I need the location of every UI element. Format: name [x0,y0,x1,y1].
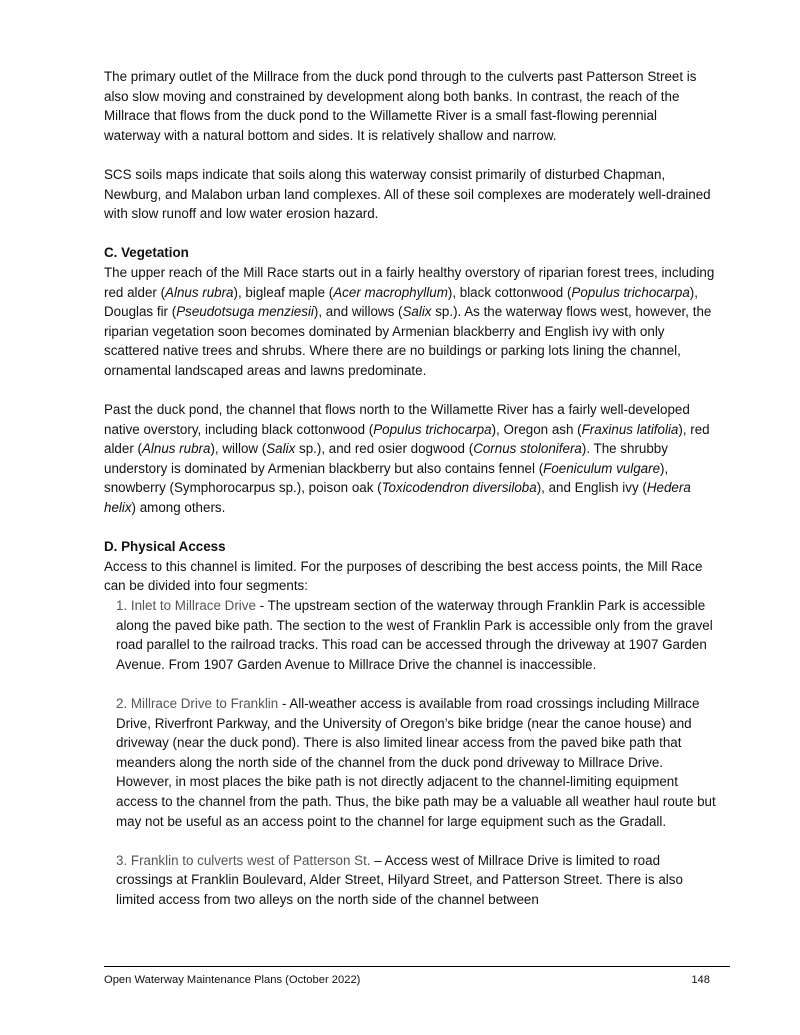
segment-1-title: 1. Inlet to Millrace Drive [116,598,256,614]
paragraph-vegetation-upper: The upper reach of the Mill Race starts out in a fairly healthy overstory of riparian forest trees, including red alder (Alnus rubra), bigleaf maple (Acer macrophyllum), black cottonwood (Populus trichocarpa), Douglas fir (Pseudotsuga menziesii), and willows (Salix sp.). As the waterway flows west, however, the riparian vegetation soon becomes dominated by Armenian blackberry and English ivy with only scattered native trees and shrubs. Where there are no buildings or parking lots lining the channel, ornamental landscaped areas and lawns predominate. [104,264,715,378]
page-body [104,67,716,910]
heading-physical-access: D. Physical Access [104,539,226,555]
segment-1-text: - The upstream section of the waterway through Franklin Park is accessible along the paved bike path. The section to the west of Franklin Park is accessible only from the gravel road parallel to the railroad tracks. This road can be accessed through the driveway at 1907 Garden Avenue. From 1907 Garden Avenue to Millrace Drive the channel is inaccessible. [116,598,713,672]
page-footer [104,966,730,986]
paragraph-vegetation-lower: Past the duck pond, the channel that flows north to the Willamette River has a fairly well-developed native overstory, including black cottonwood (Populus trichocarpa), Oregon ash (Fraxinus latifolia), red alder (Alnus rubra), willow (Salix sp.), and red osier dogwood (Cornus stolonifera). The shrubby understory is dominated by Armenian blackberry but also contains fennel (Foeniculum vulgare), snowberry (Symphorocarpus sp.), poison oak (Toxicodendron diversiloba), and English ivy (Hedera helix) among others. [104,402,710,516]
segment-3-text: – Access west of Millrace Drive is limited to road crossings at Franklin Boulevard, Alder Street, Hilyard Street, and Patterson Street. There is also limited access from two alleys on the north side of the channel between [116,852,683,907]
segment-1 [116,596,716,674]
page-number: 148 [691,974,710,986]
segment-3-title: 3. Franklin to culverts west of Patterson St. [116,852,371,868]
footer-title: Open Waterway Maintenance Plans (October 2022) [104,974,361,986]
paragraph-access-intro: Access to this channel is limited. For the purposes of describing the best access points, the Mill Race can be divided into four segments: [104,558,703,594]
segment-3 [116,851,716,910]
paragraph-outlet: The primary outlet of the Millrace from the duck pond through to the culverts past Patterson Street is also slow moving and constrained by development along both banks. In contrast, the reach of the Millrace that flows from the duck pond to the Willamette River is a small fast-flowing perennial waterway with a natural bottom and sides. It is relatively shallow and narrow. [104,69,697,143]
heading-vegetation: C. Vegetation [104,245,189,261]
segment-2 [116,694,716,831]
segment-2-text: - All-weather access is available from road crossings including Millrace Drive, Riverfront Parkway, and the University of Oregon’s bike bridge (near the canoe house) and driveway (near the duck pond). There is also limited linear access from the paved bike path that meanders along the north side of the channel from the duck pond driveway to Millrace Drive. However, in most places the bike path is not directly adjacent to the channel-limiting equipment access to the channel from the path. Thus, the bike path may be a valuable all weather haul route but may not be useful as an access point to the channel for large equipment such as the Gradall. [116,696,716,829]
paragraph-soils: SCS soils maps indicate that soils along this waterway consist primarily of disturbed Chapman, Newburg, and Malabon urban land complexes. All of these soil complexes are moderately well-drained with slow runoff and low water erosion hazard. [104,166,711,222]
segment-2-title: 2. Millrace Drive to Franklin [116,696,279,711]
